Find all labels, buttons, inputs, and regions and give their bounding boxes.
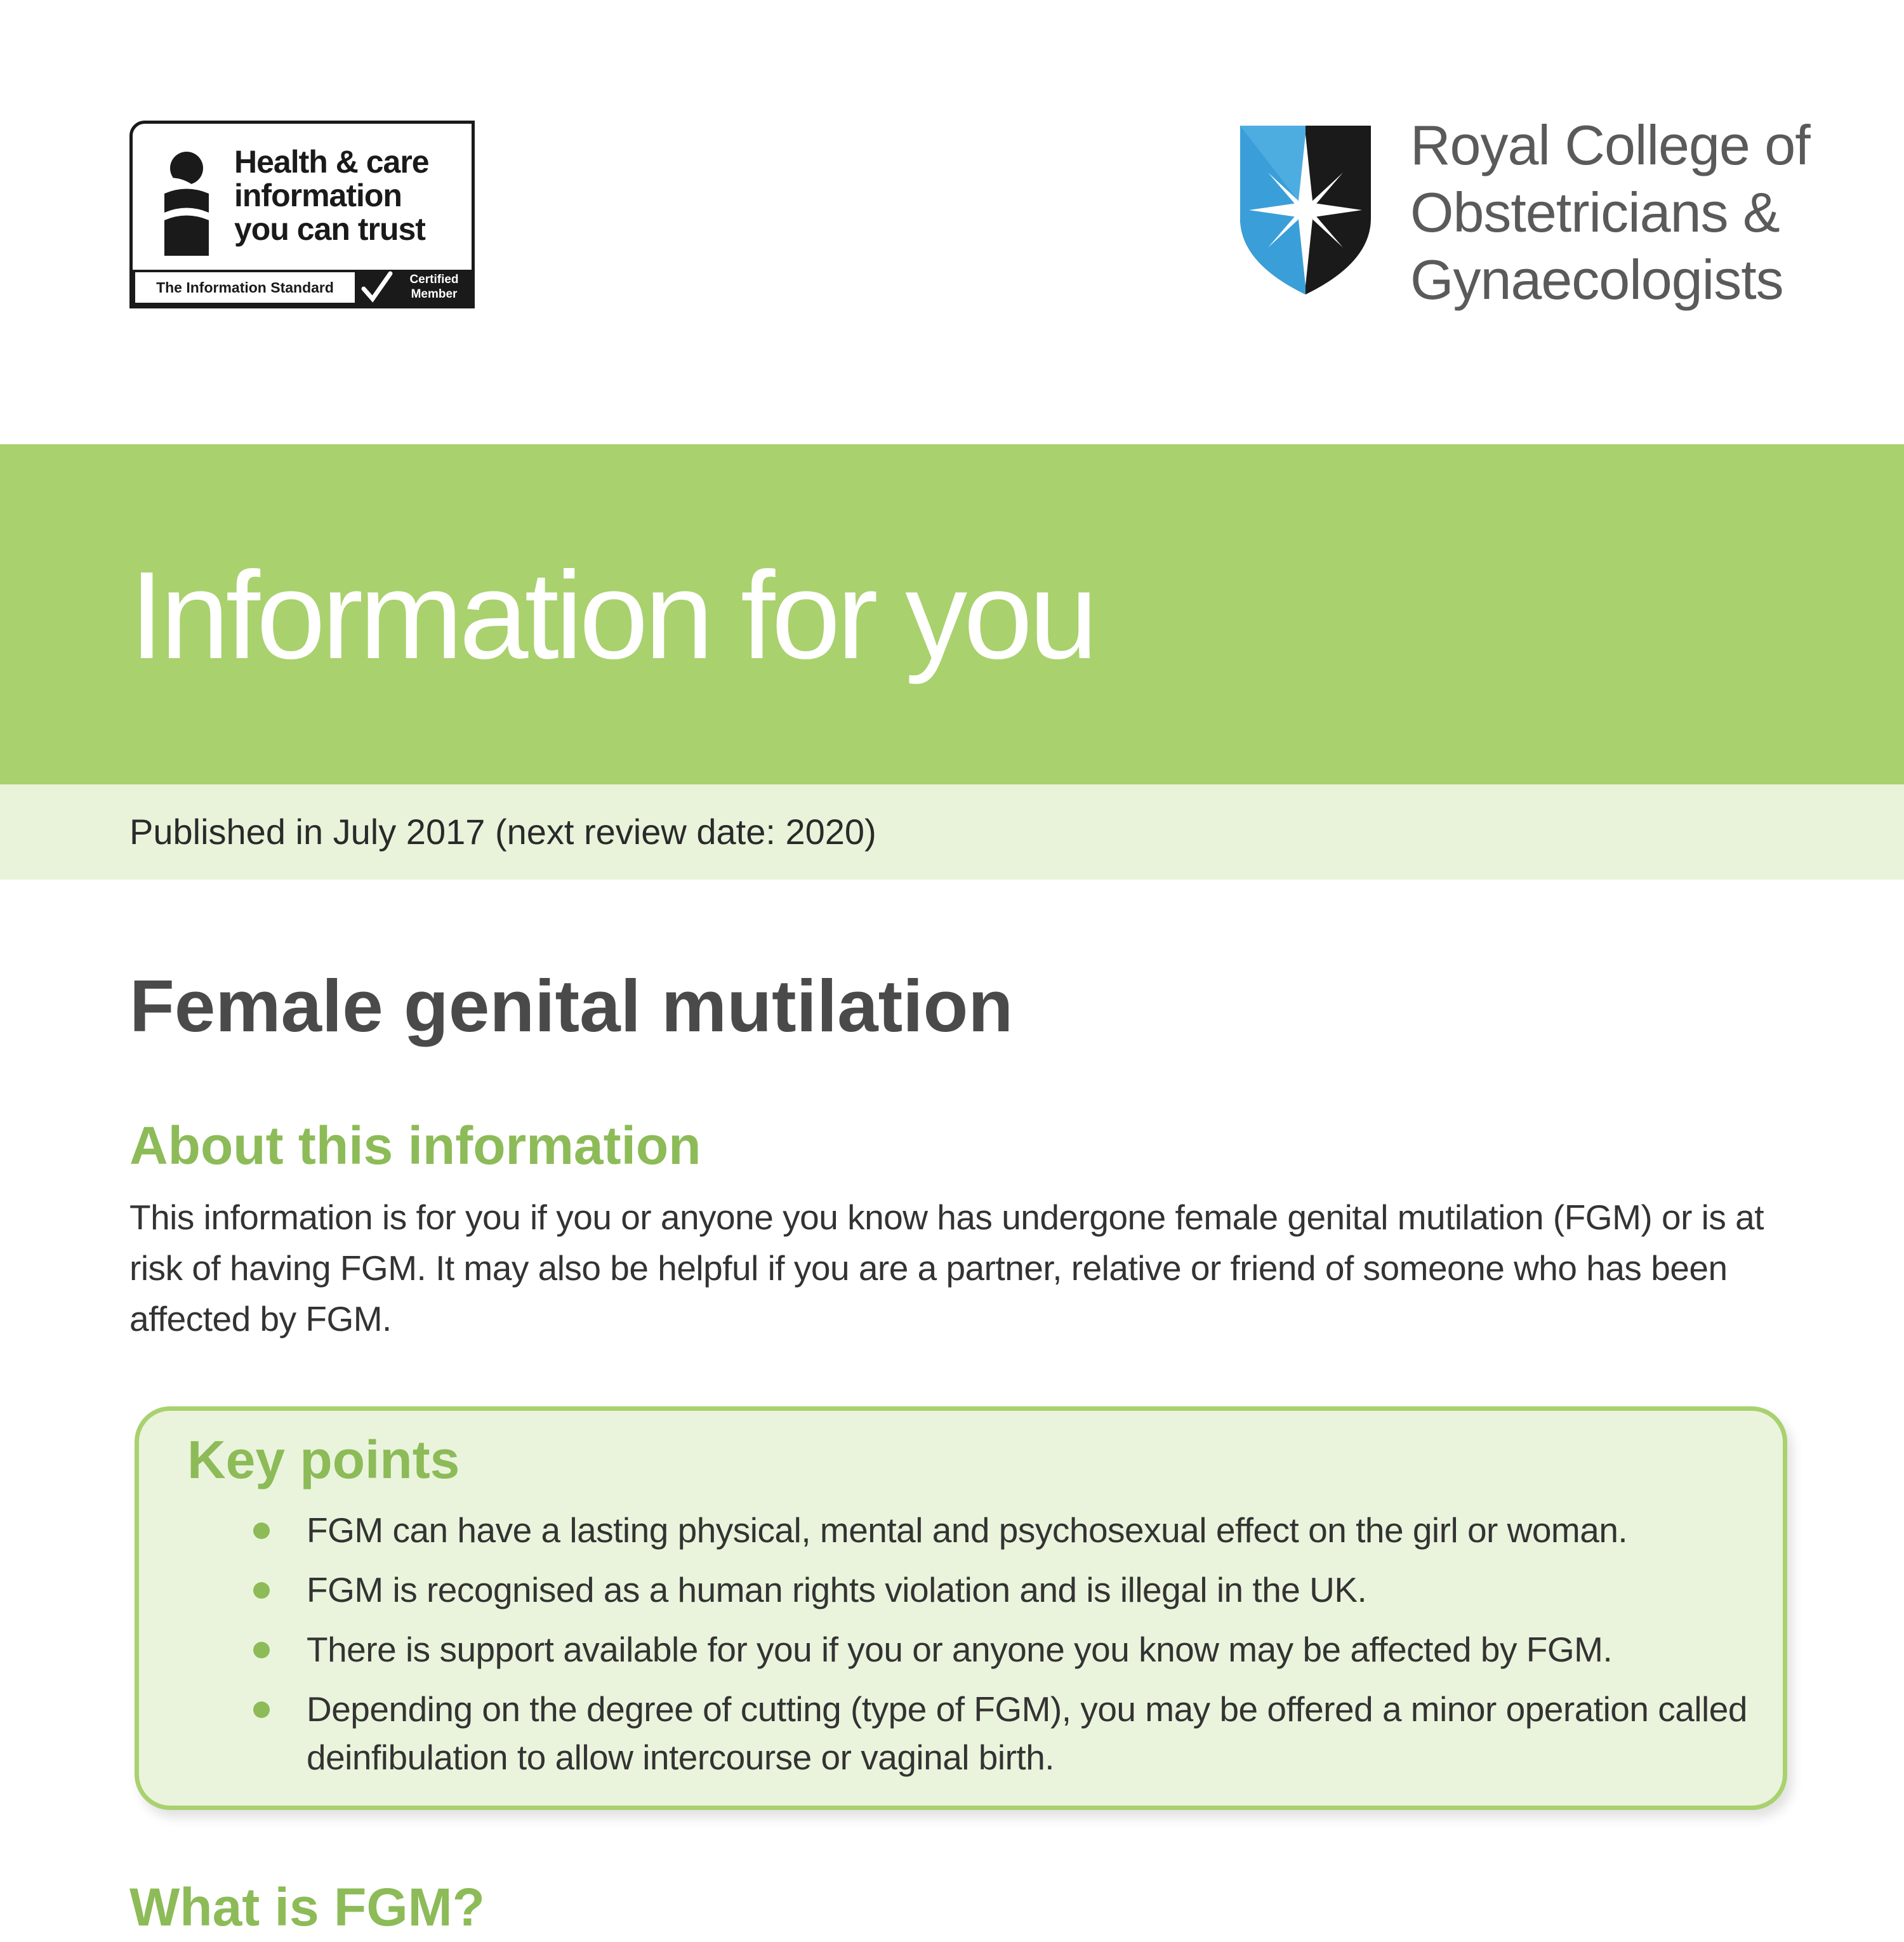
badge-tagline — [234, 145, 469, 246]
badge-line-1: Health & care — [234, 144, 429, 180]
publication-bar — [0, 784, 1904, 880]
information-standard-badge — [129, 121, 475, 308]
rcog-star-shield-icon — [1236, 123, 1375, 297]
bullet-dot-icon — [253, 1582, 270, 1599]
what-is-fgm-heading: What is FGM? — [129, 1877, 485, 1937]
document-title: Female genital mutilation — [129, 965, 1014, 1047]
information-standard-label: The Information Standard — [135, 272, 355, 303]
badge-line-2: information — [234, 178, 402, 213]
key-point-text: Depending on the degree of cutting (type of FGM), you may be offered a minor operation called deinfibulation to allow intercourse or vaginal birth. — [307, 1689, 1747, 1777]
rcog-logo-text — [1410, 112, 1880, 314]
key-points-heading: Key points — [187, 1430, 460, 1490]
key-point-text: FGM can have a lasting physical, mental and psychosexual effect on the girl or woman. — [307, 1510, 1628, 1550]
rcog-line-2: Obstetricians & — [1410, 181, 1780, 244]
certified-member-label — [399, 272, 469, 301]
key-point-item — [139, 1566, 1792, 1614]
rcog-line-1: Royal College of — [1410, 114, 1810, 176]
information-standard-i-icon — [152, 149, 221, 257]
key-point-text: There is support available for you if you or anyone you know may be affected by FGM. — [307, 1630, 1613, 1669]
about-heading: About this information — [129, 1116, 701, 1175]
key-point-item — [139, 1506, 1792, 1554]
rcog-line-3: Gynaecologists — [1410, 248, 1783, 311]
key-point-item — [139, 1685, 1792, 1781]
key-point-item — [139, 1625, 1792, 1674]
publication-date: Published in July 2017 (next review date: 2020) — [129, 812, 876, 852]
banner-title: Information for you — [129, 546, 1095, 685]
checkmark-icon — [357, 270, 395, 305]
badge-line-3: you can trust — [234, 211, 425, 247]
about-paragraph: This information is for you if you or anyone you know has undergone female genital mutilation (FGM) or is at risk of having FGM. It may also be helpful if you are a partner, relative or friend of someone who has been affected by FGM. — [129, 1198, 1764, 1338]
certified-line-2: Member — [411, 287, 458, 301]
information-banner — [0, 444, 1904, 784]
bullet-dot-icon — [253, 1523, 270, 1539]
bullet-dot-icon — [253, 1642, 270, 1658]
key-points-list — [139, 1506, 1783, 1793]
key-points-box — [135, 1406, 1787, 1810]
key-point-text: FGM is recognised as a human rights violation and is illegal in the UK. — [307, 1570, 1367, 1609]
badge-strip — [133, 270, 472, 305]
certified-line-1: Certified — [409, 273, 459, 286]
bullet-dot-icon — [253, 1701, 270, 1718]
